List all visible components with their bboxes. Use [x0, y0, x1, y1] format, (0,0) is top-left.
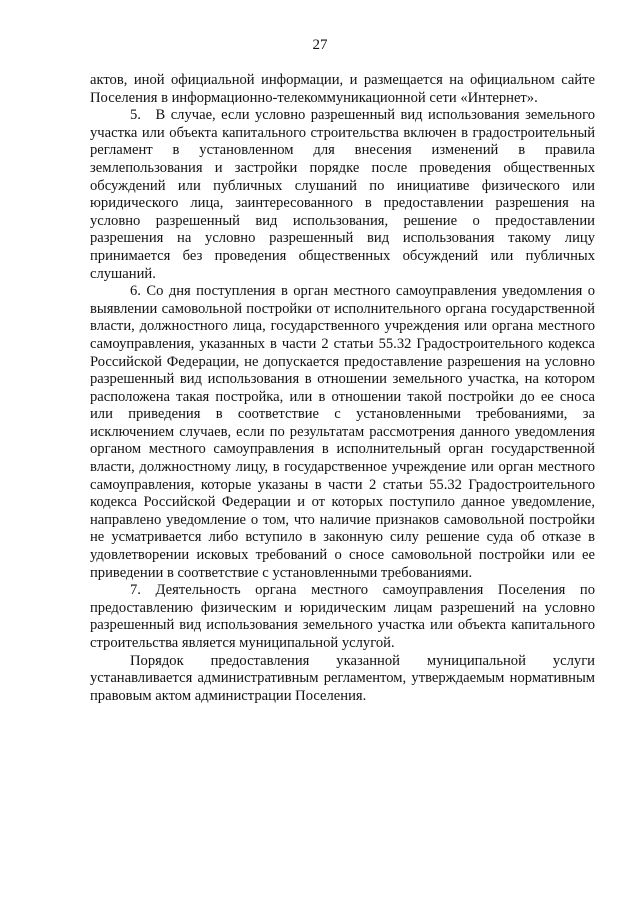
- paragraph-continuation: актов, иной официальной информации, и размещается на официальном сайте Поселения в информационно-телекоммуникационной сети «Интернет».: [90, 72, 595, 106]
- paragraph-item-5: 5. В случае, если условно разрешенный вид использования земельного участка или объекта капитального строительства включен в градостроительный регламент в установленном для внесения изменений в правила землепользования и застройки порядке после проведения общественных обсуждений или публичных слушаний по инициативе физического или юридического лица, заинтересованного в предоставлении разрешения на условно разрешенный вид использования, решение о предоставлении разрешения на условно разрешенный вид использования такому лицу принимается без проведения общественных обсуждений или публичных слушаний.: [90, 107, 595, 282]
- paragraph-procedure: Порядок предоставления указанной муниципальной услуги устанавливается административным регламентом, утверждаемым нормативным правовым актом администрации Поселения.: [90, 652, 595, 704]
- paragraph-item-6: 6. Со дня поступления в орган местного самоуправления уведомления о выявлении самовольной постройки от исполнительного органа государственной власти, должностного лица, государственного учреждения или органа местного самоуправления, указанных в части 2 статьи 55.32 Градостроительного кодекса Российской Федерации, не допускается предоставление разрешения на условно разрешенный вид использования в отношении земельного участка, на котором расположена такая постройка, или в отношении такой постройки до ее сноса или приведения в соответствие с установленными требованиями, за исключением случаев, если по результатам рассмотрения данного уведомления органом местного самоуправления в исполнительный орган государственной власти, должностному лицу, в государственное учреждение или орган местного самоуправления, которые указаны в части 2 статьи 55.32 Градостроительного кодекса Российской Федерации и от которых поступило данное уведомление, направлено уведомление о том, что наличие признаков самовольной постройки не усматривается либо вступило в законную силу решение суда об отказе в удовлетворении исковых требований о сносе самовольной постройки или ее приведении в соответствие с установленными требованиями.: [90, 283, 595, 581]
- paragraph-item-7: 7. Деятельность органа местного самоуправления Поселения по предоставлению физическим и юридическим лицам разрешений на условно разрешенный вид использования земельного участка или объекта капитального строительства является муниципальной услугой.: [90, 582, 595, 651]
- document-body: [90, 72, 595, 705]
- page-number: 27: [312, 37, 328, 53]
